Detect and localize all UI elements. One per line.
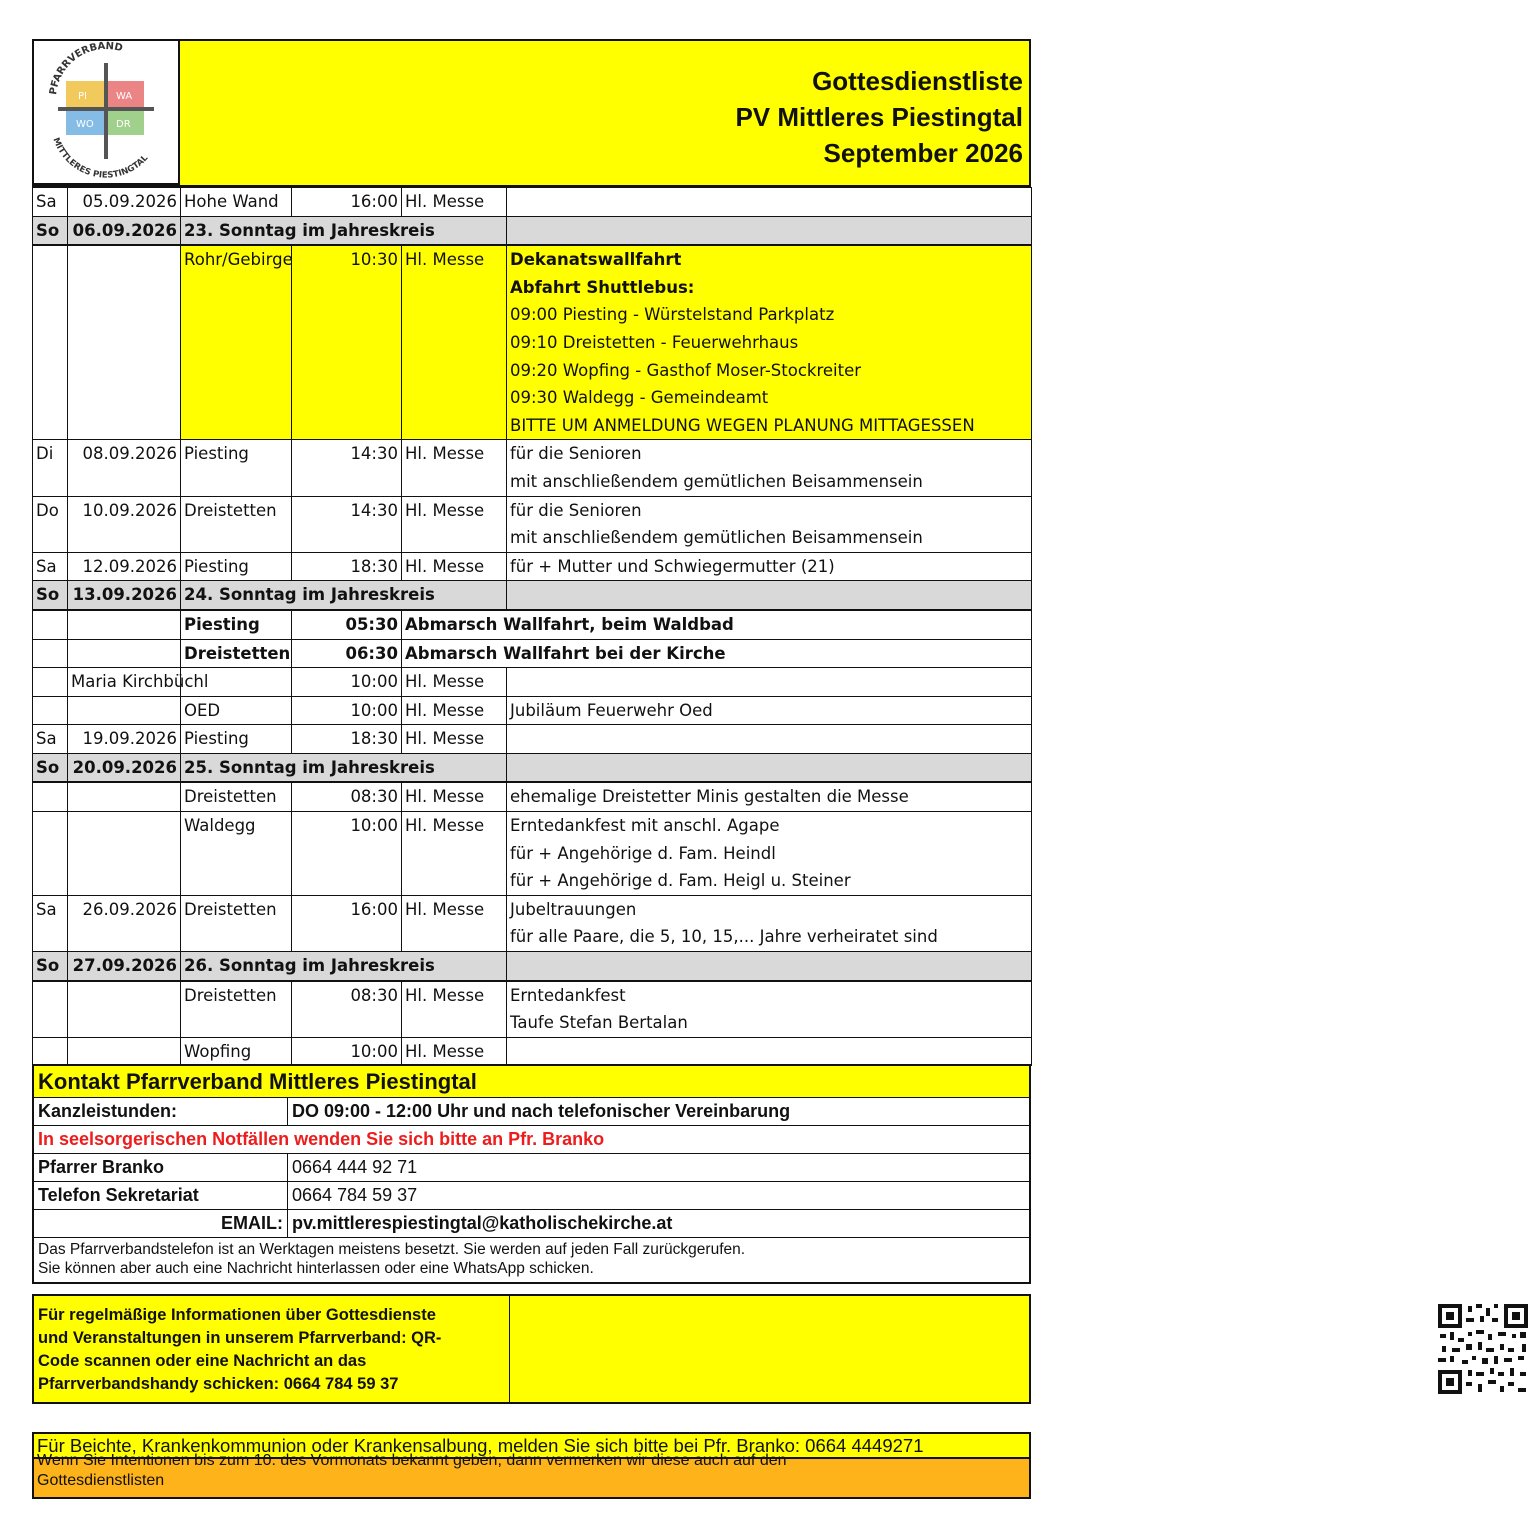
note-line: Erntedankfest — [510, 985, 626, 1005]
event-cell: Hl. Messe — [402, 696, 507, 725]
office-hours-row — [34, 1098, 1029, 1126]
event-cell: Hl. Messe — [402, 245, 507, 440]
schedule-row — [33, 1037, 1032, 1066]
notes-cell — [507, 1037, 1032, 1066]
date-cell — [68, 696, 181, 725]
notes-cell — [507, 668, 1032, 697]
note-line: für + Angehörige d. Fam. Heindl — [510, 843, 776, 863]
logo-text-bottom: MITTLERES PIESTINGTAL — [50, 136, 151, 181]
note-line: für die Senioren — [510, 444, 642, 464]
title-line: September 2026 — [823, 138, 1023, 168]
day-cell: Do — [33, 496, 68, 552]
notes-cell — [507, 245, 1032, 440]
day-cell: So — [33, 581, 68, 610]
schedule-row — [33, 245, 1032, 440]
place-cell: Dreistetten — [181, 496, 292, 552]
time-cell: 14:30 — [292, 496, 402, 552]
day-cell: So — [33, 753, 68, 782]
event-cell: Hl. Messe — [402, 782, 507, 811]
time-cell: 10:00 — [292, 668, 402, 697]
note-line: Abfahrt Shuttlebus: — [510, 277, 695, 297]
note-line: Das Pfarrverbandstelefon ist an Werktagen meistens besetzt. Sie werden auf jeden Fall zurückgerufen. — [38, 1241, 746, 1258]
schedule-body — [33, 188, 1032, 1066]
place-cell: Piesting — [181, 610, 292, 639]
secretary-row — [34, 1182, 1029, 1210]
time-cell: 18:30 — [292, 725, 402, 754]
office-hours-label: Kanzleistunden: — [34, 1098, 288, 1125]
date-cell: 19.09.2026 — [68, 725, 181, 754]
schedule-row — [33, 981, 1032, 1038]
email-link[interactable]: pv.mittlerespiestingtal@katholischekirche.at — [292, 1213, 673, 1233]
email-label: EMAIL: — [34, 1210, 288, 1237]
place-cell: Hohe Wand — [181, 188, 292, 217]
pfarrverband-logo — [34, 41, 180, 185]
notes-cell — [507, 895, 1032, 951]
place-cell: Dreistetten — [181, 895, 292, 951]
event-cell: Hl. Messe — [402, 725, 507, 754]
date-cell: 26.09.2026 — [68, 895, 181, 951]
day-cell: So — [33, 216, 68, 245]
event-cell: Hl. Messe — [402, 812, 507, 896]
notes-cell — [507, 188, 1032, 217]
logo-text-top: PFARRVERBAND — [48, 41, 124, 96]
email-row — [34, 1210, 1029, 1238]
note-line: Taufe Stefan Bertalan — [510, 1013, 688, 1033]
event-cell: Hl. Messe — [402, 188, 507, 217]
notes-cell — [507, 782, 1032, 811]
place-cell: Dreistetten — [181, 639, 292, 668]
schedule-row — [33, 725, 1032, 754]
date-cell — [68, 610, 181, 639]
place-cell: Dreistetten — [181, 782, 292, 811]
date-cell — [68, 639, 181, 668]
logo-quadrant-pi: PI — [78, 91, 87, 102]
sunday-title: 24. Sonntag im Jahreskreis — [181, 581, 507, 610]
schedule-row — [33, 188, 1032, 217]
date-cell — [68, 245, 181, 440]
day-cell: Sa — [33, 188, 68, 217]
title-line: PV Mittleres Piestingtal — [735, 102, 1023, 132]
event-cell: Hl. Messe — [402, 1037, 507, 1066]
notes-cell — [507, 981, 1032, 1038]
time-cell: 08:30 — [292, 981, 402, 1038]
date-cell: Maria Kirchbüchl — [68, 668, 181, 697]
note-line: 09:10 Dreistetten - Feuerwehrhaus — [510, 332, 799, 352]
intentions-line: Gottesdienstlisten — [37, 1472, 165, 1489]
note-line: 09:30 Waldegg - Gemeindeamt — [510, 388, 769, 408]
contact-box — [32, 1064, 1031, 1284]
note-line: Jubeltrauungen — [510, 899, 637, 919]
sunday-row — [33, 581, 1032, 610]
date-cell — [68, 1037, 181, 1066]
info-line: Code scannen oder eine Nachricht an das — [38, 1352, 367, 1370]
schedule-row — [33, 812, 1032, 896]
info-box — [32, 1294, 1031, 1404]
day-cell — [33, 812, 68, 896]
time-cell: 10:00 — [292, 812, 402, 896]
office-hours-value: DO 09:00 - 12:00 Uhr und nach telefonischer Vereinbarung — [292, 1101, 791, 1121]
emergency-row — [34, 1126, 1029, 1154]
priest-label: Pfarrer Branko — [34, 1154, 288, 1181]
logo-quadrant-wo: WO — [76, 119, 94, 130]
day-cell — [33, 1037, 68, 1066]
beichte-notice: Für Beichte, Krankenkommunion oder Krankensalbung, melden Sie sich bitte bei Pfr. Branko: 0664 4449271 — [32, 1432, 1031, 1459]
day-cell — [33, 610, 68, 639]
schedule-row — [33, 782, 1032, 811]
notes-cell — [507, 216, 1032, 245]
time-cell: 14:30 — [292, 440, 402, 496]
priest-phone[interactable]: 0664 444 92 71 — [292, 1157, 418, 1177]
intentions-line: Wenn Sie Intentionen bis zum 10. des Vormonats bekannt geben, dann vermerken wir diese auch auf den — [37, 1452, 787, 1469]
note-line: mit anschließendem gemütlichen Beisammensein — [510, 471, 923, 491]
sunday-row — [33, 952, 1032, 981]
day-cell: So — [33, 952, 68, 981]
day-cell — [33, 981, 68, 1038]
page-title — [735, 63, 1023, 171]
day-cell: Di — [33, 440, 68, 496]
place-cell: Dreistetten — [181, 981, 292, 1038]
title-line: Gottesdienstliste — [812, 66, 1023, 96]
note-line: BITTE UM ANMELDUNG WEGEN PLANUNG MITTAGESSEN — [510, 415, 975, 435]
emergency-notice: In seelsorgerischen Notfällen wenden Sie sich bitte an Pfr. Branko — [38, 1129, 605, 1149]
note-line: für + Angehörige d. Fam. Heigl u. Steiner — [510, 871, 851, 891]
note-line: Jubiläum Feuerwehr Oed — [510, 700, 713, 720]
date-cell: 08.09.2026 — [68, 440, 181, 496]
day-cell — [33, 668, 68, 697]
time-cell: 10:30 — [292, 245, 402, 440]
event-cell: Abmarsch Wallfahrt, beim Waldbad — [402, 610, 1032, 639]
time-cell: 10:00 — [292, 1037, 402, 1066]
notes-cell — [507, 440, 1032, 496]
time-cell: 06:30 — [292, 639, 402, 668]
note-line: für die Senioren — [510, 500, 642, 520]
info-text — [34, 1296, 510, 1402]
time-cell: 16:00 — [292, 188, 402, 217]
notes-cell — [507, 952, 1032, 981]
place-cell: Piesting — [181, 725, 292, 754]
time-cell: 08:30 — [292, 782, 402, 811]
event-cell: Hl. Messe — [402, 895, 507, 951]
notes-cell — [507, 812, 1032, 896]
place-cell: Wopfing — [181, 1037, 292, 1066]
day-cell: Sa — [33, 895, 68, 951]
note-line: Erntedankfest mit anschl. Agape — [510, 816, 780, 836]
info-line: Für regelmäßige Informationen über Gottesdienste — [38, 1306, 436, 1324]
date-cell — [68, 812, 181, 896]
schedule-row — [33, 639, 1032, 668]
schedule-table — [32, 187, 1032, 1066]
info-line: und Veranstaltungen in unserem Pfarrverband: QR- — [38, 1329, 442, 1347]
event-cell: Hl. Messe — [402, 496, 507, 552]
schedule-row — [33, 552, 1032, 581]
note-line: 09:00 Piesting - Würstelstand Parkplatz — [510, 305, 835, 325]
place-cell: OED — [181, 696, 292, 725]
logo-quadrant-dr: DR — [116, 119, 131, 130]
note-line: für alle Paare, die 5, 10, 15,... Jahre verheiratet sind — [510, 927, 938, 947]
note-line: ehemalige Dreistetter Minis gestalten die Messe — [510, 787, 909, 807]
time-cell: 05:30 — [292, 610, 402, 639]
notes-cell — [507, 552, 1032, 581]
event-cell: Hl. Messe — [402, 981, 507, 1038]
event-cell: Hl. Messe — [402, 668, 507, 697]
note-line: 09:20 Wopfing - Gasthof Moser-Stockreiter — [510, 360, 862, 380]
place-cell: Rohr/Gebirge — [181, 245, 292, 440]
place-cell: Waldegg — [181, 812, 292, 896]
schedule-row — [33, 440, 1032, 496]
date-cell — [68, 782, 181, 811]
note-line: für + Mutter und Schwiegermutter (21) — [510, 556, 835, 576]
day-cell — [33, 782, 68, 811]
date-cell: 27.09.2026 — [68, 952, 181, 981]
day-cell — [33, 639, 68, 668]
schedule-row — [33, 696, 1032, 725]
intentions-notice — [32, 1452, 1031, 1499]
date-cell — [68, 981, 181, 1038]
secretary-phone[interactable]: 0664 784 59 37 — [292, 1185, 418, 1205]
schedule-row — [33, 668, 1032, 697]
time-cell: 10:00 — [292, 696, 402, 725]
place-cell: Piesting — [181, 552, 292, 581]
sunday-row — [33, 753, 1032, 782]
date-cell: 05.09.2026 — [68, 188, 181, 217]
notes-cell — [507, 725, 1032, 754]
logo-graphic — [34, 41, 178, 183]
date-cell: 20.09.2026 — [68, 753, 181, 782]
event-cell: Hl. Messe — [402, 440, 507, 496]
priest-row — [34, 1154, 1029, 1182]
logo-quadrant-wa: WA — [116, 91, 133, 102]
day-cell — [33, 245, 68, 440]
notes-cell — [507, 496, 1032, 552]
note-line: Dekanatswallfahrt — [510, 250, 682, 270]
sunday-title: 25. Sonntag im Jahreskreis — [181, 753, 507, 782]
date-cell: 10.09.2026 — [68, 496, 181, 552]
day-cell: Sa — [33, 725, 68, 754]
date-cell: 12.09.2026 — [68, 552, 181, 581]
place-cell: Piesting — [181, 440, 292, 496]
header — [32, 39, 1031, 187]
secretary-label: Telefon Sekretariat — [34, 1182, 288, 1209]
event-cell: Hl. Messe — [402, 552, 507, 581]
day-cell — [33, 696, 68, 725]
time-cell: 16:00 — [292, 895, 402, 951]
svg-text:MITTLERES PIESTINGTAL — [51, 136, 151, 180]
qr-cell — [510, 1296, 1029, 1402]
contact-title: Kontakt Pfarrverband Mittleres Piestingtal — [34, 1066, 1029, 1098]
schedule-row — [33, 496, 1032, 552]
sunday-title: 26. Sonntag im Jahreskreis — [181, 952, 507, 981]
contact-note — [34, 1238, 1029, 1282]
schedule-row — [33, 610, 1032, 639]
notes-cell — [507, 696, 1032, 725]
notes-cell — [507, 753, 1032, 782]
event-cell: Abmarsch Wallfahrt bei der Kirche — [402, 639, 1032, 668]
time-cell: 18:30 — [292, 552, 402, 581]
notes-cell — [507, 581, 1032, 610]
info-line: Pfarrverbandshandy schicken: 0664 784 59 37 — [38, 1375, 399, 1393]
qr-code-icon[interactable] — [1438, 1304, 1528, 1394]
note-line: mit anschließendem gemütlichen Beisammensein — [510, 528, 923, 548]
sunday-title: 23. Sonntag im Jahreskreis — [181, 216, 507, 245]
schedule-row — [33, 895, 1032, 951]
date-cell: 13.09.2026 — [68, 581, 181, 610]
date-cell: 06.09.2026 — [68, 216, 181, 245]
note-line: Sie können aber auch eine Nachricht hinterlassen oder eine WhatsApp schicken. — [38, 1260, 594, 1277]
sunday-row — [33, 216, 1032, 245]
day-cell: Sa — [33, 552, 68, 581]
